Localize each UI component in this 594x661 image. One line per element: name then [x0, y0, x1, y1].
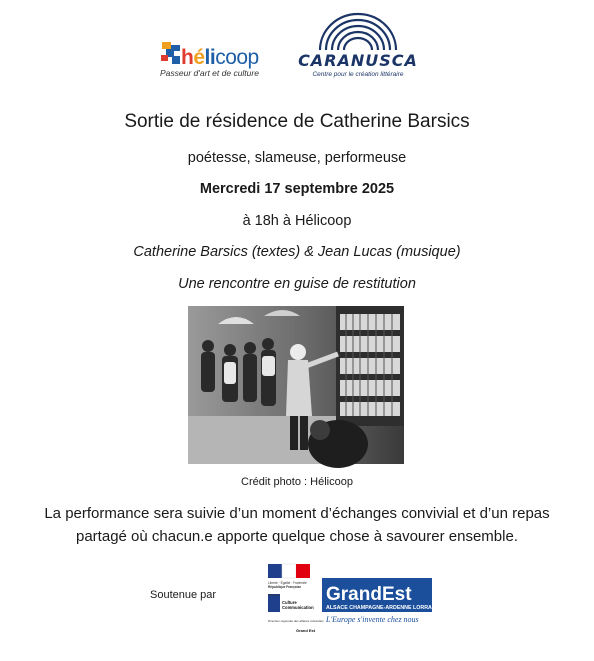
svg-text:République Française: République Française	[268, 585, 302, 589]
grand-est-logo	[322, 578, 441, 626]
ministere-culture-logo	[266, 564, 324, 640]
event-title: Sortie de résidence de Catherine Barsics	[124, 111, 470, 132]
svg-text:Ministère: Ministère	[268, 593, 281, 597]
svg-text:GrandEst: GrandEst	[326, 584, 412, 605]
svg-text:Culture: Culture	[282, 600, 297, 605]
helicoop-logo	[160, 40, 275, 80]
caranusca-tagline: Centre pour le création littéraire	[312, 71, 404, 78]
event-time-place: à 18h à Hélicoop	[242, 213, 352, 229]
svg-text:Grand Est: Grand Est	[296, 628, 316, 633]
caranusca-wordmark: CARANUSCA	[298, 51, 418, 70]
svg-text:Direction régionale des affair: Direction régionale des affaires culturelles	[268, 619, 324, 623]
sponsors-label: Soutenue par	[150, 589, 217, 601]
helicoop-tagline: Passeur d'art et de culture	[160, 68, 259, 78]
event-description: La performance sera suivie d’un moment d’échanges convivial et d’un repas partagé où chacun.e apporte quelque chose à savourer ensemble.	[44, 505, 550, 545]
helicoop-wordmark: hélicoop	[181, 46, 259, 69]
svg-text:Liberté · Égalité · Fraternité: Liberté · Égalité · Fraternité	[268, 581, 307, 585]
svg-text:L'Europe s'invente chez nous: L'Europe s'invente chez nous	[326, 615, 419, 624]
caranusca-logo	[298, 10, 418, 86]
svg-text:Communication: Communication	[282, 605, 314, 610]
helicoop-figure-icon	[160, 42, 182, 66]
event-date: Mercredi 17 septembre 2025	[199, 181, 395, 197]
photo-credit: Crédit photo : Hélicoop	[241, 476, 353, 488]
caranusca-arcs-icon	[316, 10, 400, 50]
svg-text:ALSACE CHAMPAGNE-ARDENNE LORRA: ALSACE CHAMPAGNE-ARDENNE LORRAINE	[326, 605, 441, 611]
event-photo	[188, 306, 404, 464]
event-tagline: Une rencontre en guise de restitution	[178, 276, 416, 292]
event-subtitle: poétesse, slameuse, performeuse	[187, 150, 407, 166]
event-authors: Catherine Barsics (textes) & Jean Lucas (musique)	[133, 244, 461, 260]
